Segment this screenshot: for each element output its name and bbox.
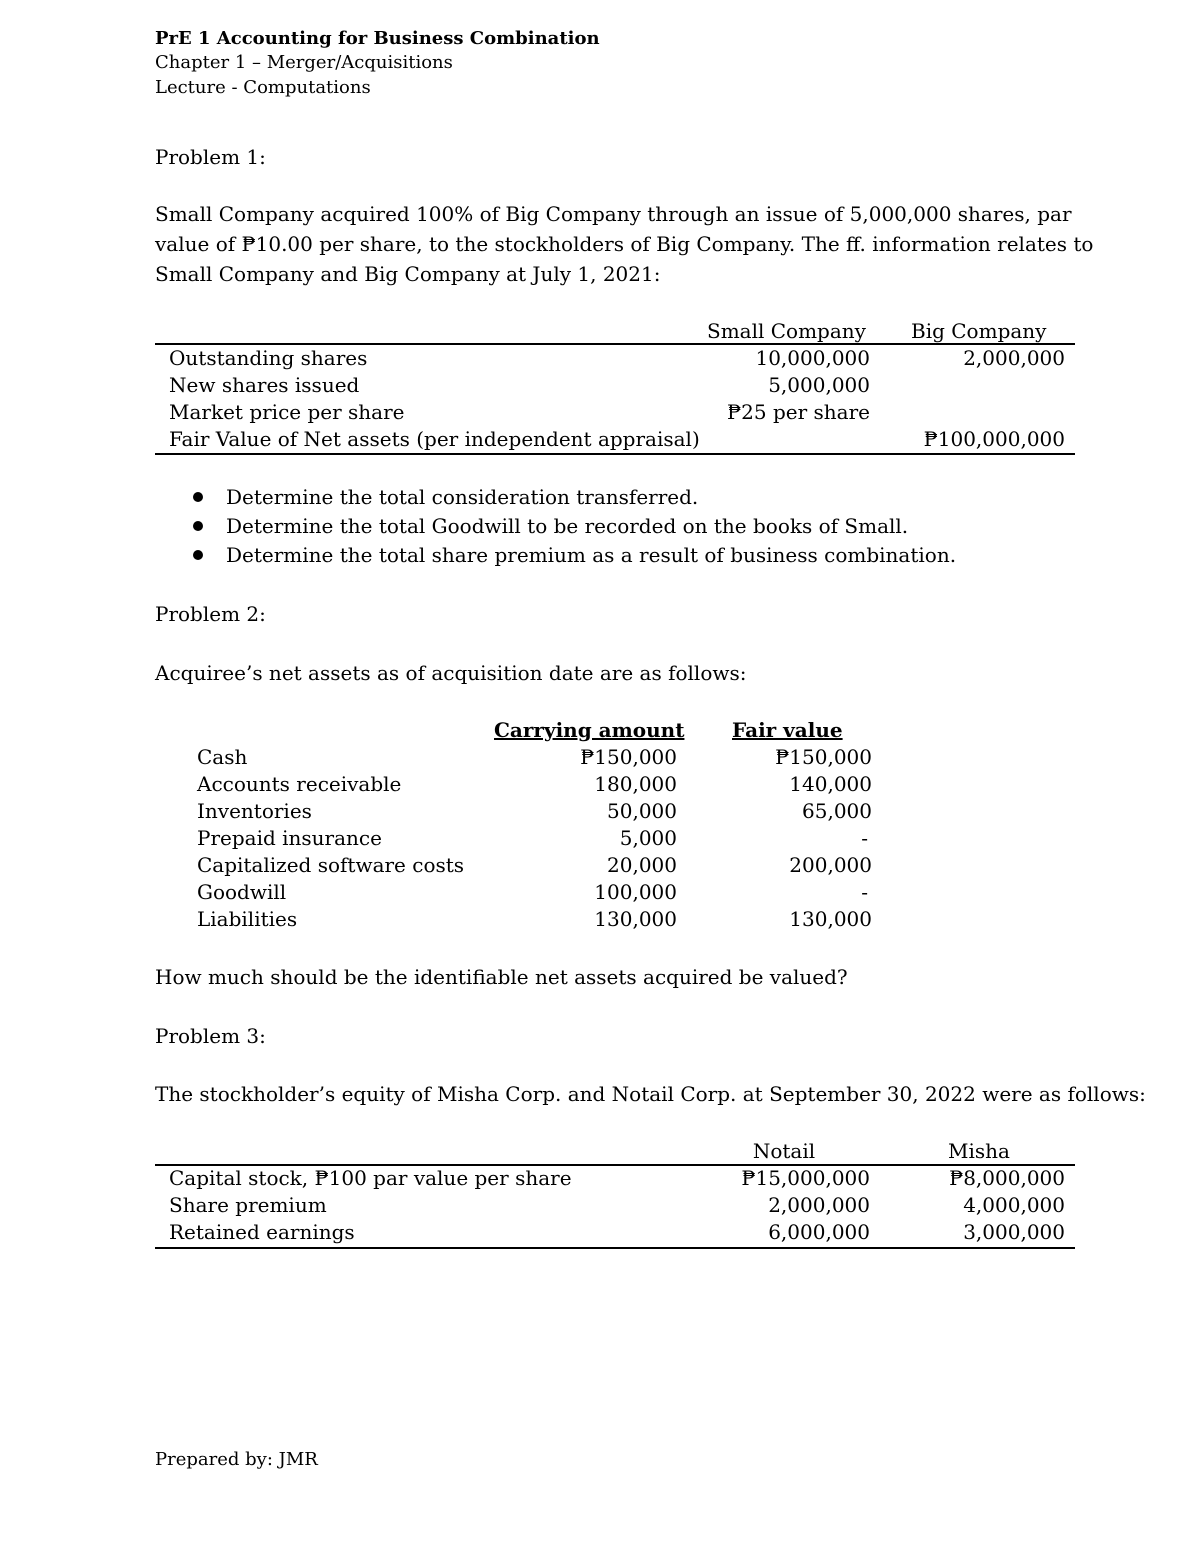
carrying-value: ₱150,000 — [580, 745, 677, 769]
chapter-line: Chapter 1 – Merger/Acquisitions — [155, 52, 453, 73]
misha-value: 3,000,000 — [963, 1220, 1065, 1244]
row-label: Fair Value of Net assets (per independent appraisal) — [169, 427, 700, 451]
problem3-table-header — [155, 1138, 1075, 1165]
fair-value: 130,000 — [789, 907, 872, 931]
misha-value: 4,000,000 — [963, 1193, 1065, 1217]
big-value: 2,000,000 — [963, 346, 1065, 370]
row-label: Retained earnings — [169, 1220, 355, 1244]
row-label: Inventories — [197, 799, 312, 823]
problem2-table — [155, 717, 895, 933]
table-row — [155, 825, 895, 852]
problem2-intro: Acquiree’s net assets as of acquisition date are as follows: — [155, 661, 747, 685]
row-label: Share premium — [169, 1193, 327, 1217]
row-label: New shares issued — [169, 373, 360, 397]
bullet-icon — [193, 521, 203, 531]
bullet-icon — [193, 550, 203, 560]
small-value: ₱25 per share — [727, 400, 870, 424]
table-bottom-rule — [155, 453, 1075, 455]
row-label: Outstanding shares — [169, 346, 368, 370]
table-row — [155, 1165, 1075, 1192]
row-label: Cash — [197, 745, 248, 769]
table-row — [155, 744, 895, 771]
fair-value: ₱150,000 — [775, 745, 872, 769]
row-label: Market price per share — [169, 400, 405, 424]
carrying-value: 50,000 — [607, 799, 677, 823]
table-row — [155, 1192, 1075, 1219]
prepared-by: Prepared by: JMR — [155, 1449, 318, 1470]
small-value: 5,000,000 — [768, 373, 870, 397]
lecture-line: Lecture - Computations — [155, 77, 371, 98]
row-label: Goodwill — [197, 880, 287, 904]
carrying-value: 100,000 — [594, 880, 677, 904]
table-top-rule — [155, 343, 1075, 345]
misha-value: ₱8,000,000 — [949, 1166, 1065, 1190]
notail-value: ₱15,000,000 — [741, 1166, 870, 1190]
problem3-heading: Problem 3: — [155, 1024, 266, 1048]
table-bottom-rule — [155, 1247, 1075, 1249]
problem2-question: How much should be the identifiable net assets acquired be valued? — [155, 965, 848, 989]
row-label: Liabilities — [197, 907, 298, 931]
row-label: Accounts receivable — [197, 772, 402, 796]
carrying-value: 180,000 — [594, 772, 677, 796]
col-small-company: Small Company — [707, 319, 866, 343]
small-value: 10,000,000 — [755, 346, 870, 370]
table-row — [155, 372, 1075, 399]
notail-value: 6,000,000 — [768, 1220, 870, 1244]
problem3-intro: The stockholder’s equity of Misha Corp. and Notail Corp. at September 30, 2022 were as follows: — [155, 1082, 1146, 1106]
problem1-task-list — [190, 483, 956, 570]
col-big-company: Big Company — [911, 319, 1047, 343]
bullet-icon — [193, 492, 203, 502]
table-row — [155, 879, 895, 906]
list-item: Determine the total Goodwill to be recorded on the books of Small. — [190, 512, 956, 541]
problem1-heading: Problem 1: — [155, 145, 266, 169]
fair-value: 140,000 — [789, 772, 872, 796]
problem1-table — [155, 318, 1075, 453]
table-row — [155, 345, 1075, 372]
problem3-table — [155, 1138, 1075, 1246]
row-label: Capital stock, ₱100 par value per share — [169, 1166, 572, 1190]
document-title: PrE 1 Accounting for Business Combination — [155, 28, 600, 49]
col-fair-value: Fair value — [732, 718, 843, 742]
table-row — [155, 771, 895, 798]
table-row — [155, 852, 895, 879]
col-notail: Notail — [752, 1139, 816, 1163]
problem2-table-header — [155, 717, 895, 744]
fair-value: 200,000 — [789, 853, 872, 877]
fair-value: 65,000 — [802, 799, 872, 823]
table-top-rule — [155, 1164, 1075, 1166]
problem1-table-header — [155, 318, 1075, 345]
carrying-value: 5,000 — [619, 826, 677, 850]
fair-value: - — [861, 880, 868, 904]
carrying-value: 20,000 — [607, 853, 677, 877]
carrying-value: 130,000 — [594, 907, 677, 931]
table-row — [155, 426, 1075, 453]
list-item: Determine the total consideration transferred. — [190, 483, 956, 512]
col-carrying-amount: Carrying amount — [494, 718, 685, 742]
col-misha: Misha — [948, 1139, 1010, 1163]
table-row — [155, 399, 1075, 426]
table-row — [155, 1219, 1075, 1246]
table-row — [155, 798, 895, 825]
notail-value: 2,000,000 — [768, 1193, 870, 1217]
problem1-statement: Small Company acquired 100% of Big Company through an issue of 5,000,000 shares, par value of ₱10.00 per share, to the stockholders of Big Company. The ff. information relates to Small Company and Big Company at July 1, 2021: — [155, 202, 1094, 286]
big-value: ₱100,000,000 — [923, 427, 1065, 451]
table-row — [155, 906, 895, 933]
list-item: Determine the total share premium as a result of business combination. — [190, 541, 956, 570]
fair-value: - — [861, 826, 868, 850]
problem2-heading: Problem 2: — [155, 602, 266, 626]
row-label: Prepaid insurance — [197, 826, 382, 850]
row-label: Capitalized software costs — [197, 853, 465, 877]
